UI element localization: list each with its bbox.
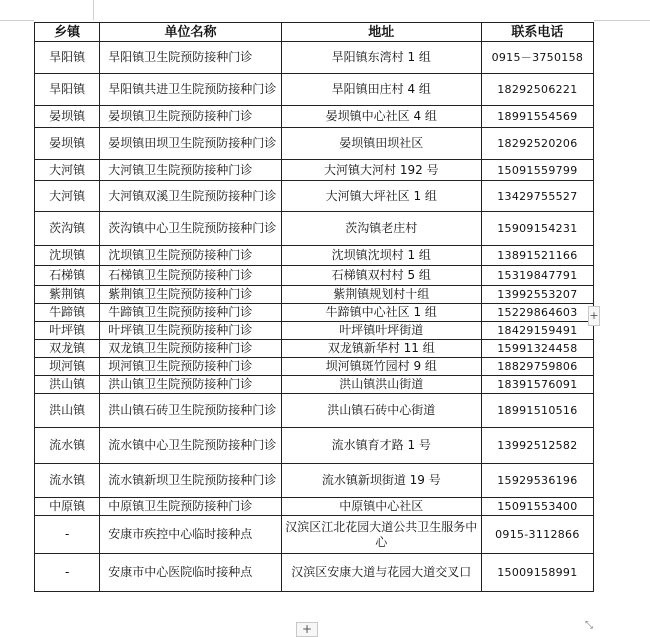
table-row xyxy=(35,394,594,428)
table-row xyxy=(35,322,594,340)
cell-phone: 18292520206 xyxy=(481,128,593,160)
cell-address: 洪山镇石砖中心街道 xyxy=(281,394,481,428)
table-row xyxy=(35,106,594,128)
table-header-row xyxy=(35,23,594,42)
cell-address: 叶坪镇叶坪街道 xyxy=(281,322,481,340)
cell-address: 流水镇育才路 1 号 xyxy=(281,428,481,464)
table-row xyxy=(35,286,594,304)
cell-unit-name: 紫荆镇卫生院预防接种门诊 xyxy=(100,286,282,304)
cell-town: 流水镇 xyxy=(35,464,100,498)
cell-town: 双龙镇 xyxy=(35,340,100,358)
cell-address: 流水镇新坝街道 19 号 xyxy=(281,464,481,498)
cell-address: 紫荆镇规划村十组 xyxy=(281,286,481,304)
table-row xyxy=(35,160,594,181)
header-town: 乡镇 xyxy=(35,23,100,42)
add-row-button[interactable]: + xyxy=(296,622,318,637)
header-phone: 联系电话 xyxy=(481,23,593,42)
cell-address: 旱阳镇东湾村 1 组 xyxy=(281,42,481,74)
cell-address: 汉滨区江北花园大道公共卫生服务中心 xyxy=(281,516,481,554)
cell-phone: 18292506221 xyxy=(481,74,593,106)
cell-phone: 13891521166 xyxy=(481,246,593,266)
cell-town: 晏坝镇 xyxy=(35,128,100,160)
cell-unit-name: 沈坝镇卫生院预防接种门诊 xyxy=(100,246,282,266)
cell-unit-name: 晏坝镇田坝卫生院预防接种门诊 xyxy=(100,128,282,160)
cell-phone: 15319847791 xyxy=(481,266,593,286)
cell-unit-name: 旱阳镇卫生院预防接种门诊 xyxy=(100,42,282,74)
table-row xyxy=(35,42,594,74)
cell-town: 沈坝镇 xyxy=(35,246,100,266)
table-row xyxy=(35,212,594,246)
cell-town: - xyxy=(35,516,100,554)
cell-town: 流水镇 xyxy=(35,428,100,464)
cell-town: 茨沟镇 xyxy=(35,212,100,246)
cell-address: 旱阳镇田庄村 4 组 xyxy=(281,74,481,106)
cell-address: 双龙镇新华村 11 组 xyxy=(281,340,481,358)
table-row xyxy=(35,498,594,516)
cell-phone: 15091559799 xyxy=(481,160,593,181)
cell-address: 中原镇中心社区 xyxy=(281,498,481,516)
cell-town: 大河镇 xyxy=(35,160,100,181)
cell-town: 旱阳镇 xyxy=(35,42,100,74)
table-row xyxy=(35,304,594,322)
cell-town: 中原镇 xyxy=(35,498,100,516)
page-margin-guide xyxy=(93,0,94,20)
table-row xyxy=(35,554,594,592)
cell-town: 叶坪镇 xyxy=(35,322,100,340)
cell-address: 石梯镇双村村 5 组 xyxy=(281,266,481,286)
header-address: 地址 xyxy=(281,23,481,42)
cell-phone: 15929536196 xyxy=(481,464,593,498)
cell-unit-name: 流水镇中心卫生院预防接种门诊 xyxy=(100,428,282,464)
cell-phone: 18991554569 xyxy=(481,106,593,128)
cell-unit-name: 牛蹄镇卫生院预防接种门诊 xyxy=(100,304,282,322)
cell-town: 晏坝镇 xyxy=(35,106,100,128)
table-row xyxy=(35,266,594,286)
cell-town: 牛蹄镇 xyxy=(35,304,100,322)
vaccination-clinic-table xyxy=(34,22,594,592)
cell-phone: 15009158991 xyxy=(481,554,593,592)
cell-address: 大河镇大河村 192 号 xyxy=(281,160,481,181)
table-row xyxy=(35,74,594,106)
cell-phone: 15091553400 xyxy=(481,498,593,516)
cell-town: 紫荆镇 xyxy=(35,286,100,304)
cell-town: 洪山镇 xyxy=(35,376,100,394)
cell-address: 坝河镇斑竹园村 9 组 xyxy=(281,358,481,376)
cell-phone: 0915－3750158 xyxy=(481,42,593,74)
cell-unit-name: 叶坪镇卫生院预防接种门诊 xyxy=(100,322,282,340)
cell-unit-name: 洪山镇卫生院预防接种门诊 xyxy=(100,376,282,394)
cell-phone: 13429755527 xyxy=(481,181,593,212)
cell-unit-name: 大河镇双溪卫生院预防接种门诊 xyxy=(100,181,282,212)
add-column-button[interactable]: + xyxy=(588,306,600,326)
table-row xyxy=(35,464,594,498)
cell-phone: 18429159491 xyxy=(481,322,593,340)
cell-town: 旱阳镇 xyxy=(35,74,100,106)
cell-phone: 15229864603 xyxy=(481,304,593,322)
table-row xyxy=(35,376,594,394)
cell-phone: 15909154231 xyxy=(481,212,593,246)
cell-address: 牛蹄镇中心社区 1 组 xyxy=(281,304,481,322)
cell-phone: 18829759806 xyxy=(481,358,593,376)
cell-unit-name: 石梯镇卫生院预防接种门诊 xyxy=(100,266,282,286)
cell-address: 晏坝镇中心社区 4 组 xyxy=(281,106,481,128)
cell-address: 茨沟镇老庄村 xyxy=(281,212,481,246)
table-row xyxy=(35,428,594,464)
cell-unit-name: 双龙镇卫生院预防接种门诊 xyxy=(100,340,282,358)
page-margin-guide xyxy=(0,20,34,21)
cell-unit-name: 旱阳镇共进卫生院预防接种门诊 xyxy=(100,74,282,106)
cell-phone: 15991324458 xyxy=(481,340,593,358)
cell-unit-name: 大河镇卫生院预防接种门诊 xyxy=(100,160,282,181)
table-row xyxy=(35,516,594,554)
table-row xyxy=(35,128,594,160)
header-unit-name: 单位名称 xyxy=(100,23,282,42)
cell-town: - xyxy=(35,554,100,592)
cell-unit-name: 茨沟镇中心卫生院预防接种门诊 xyxy=(100,212,282,246)
cell-unit-name: 坝河镇卫生院预防接种门诊 xyxy=(100,358,282,376)
cell-address: 洪山镇洪山街道 xyxy=(281,376,481,394)
cell-town: 坝河镇 xyxy=(35,358,100,376)
cell-unit-name: 安康市疾控中心临时接种点 xyxy=(100,516,282,554)
cell-unit-name: 洪山镇石砖卫生院预防接种门诊 xyxy=(100,394,282,428)
table-row xyxy=(35,246,594,266)
cell-phone: 13992553207 xyxy=(481,286,593,304)
cell-address: 沈坝镇沈坝村 1 组 xyxy=(281,246,481,266)
cell-unit-name: 中原镇卫生院预防接种门诊 xyxy=(100,498,282,516)
cell-address: 大河镇大坪社区 1 组 xyxy=(281,181,481,212)
cell-unit-name: 晏坝镇卫生院预防接种门诊 xyxy=(100,106,282,128)
page-margin-guide xyxy=(594,20,650,21)
table-resize-handle[interactable]: ⤡ xyxy=(585,620,593,631)
cell-unit-name: 流水镇新坝卫生院预防接种门诊 xyxy=(100,464,282,498)
cell-unit-name: 安康市中心医院临时接种点 xyxy=(100,554,282,592)
table-row xyxy=(35,340,594,358)
cell-town: 大河镇 xyxy=(35,181,100,212)
cell-town: 石梯镇 xyxy=(35,266,100,286)
table-row xyxy=(35,358,594,376)
cell-address: 晏坝镇田坝社区 xyxy=(281,128,481,160)
cell-phone: 18391576091 xyxy=(481,376,593,394)
table-row xyxy=(35,181,594,212)
cell-phone: 0915-3112866 xyxy=(481,516,593,554)
cell-phone: 13992512582 xyxy=(481,428,593,464)
cell-phone: 18991510516 xyxy=(481,394,593,428)
cell-town: 洪山镇 xyxy=(35,394,100,428)
cell-address: 汉滨区安康大道与花园大道交叉口 xyxy=(281,554,481,592)
